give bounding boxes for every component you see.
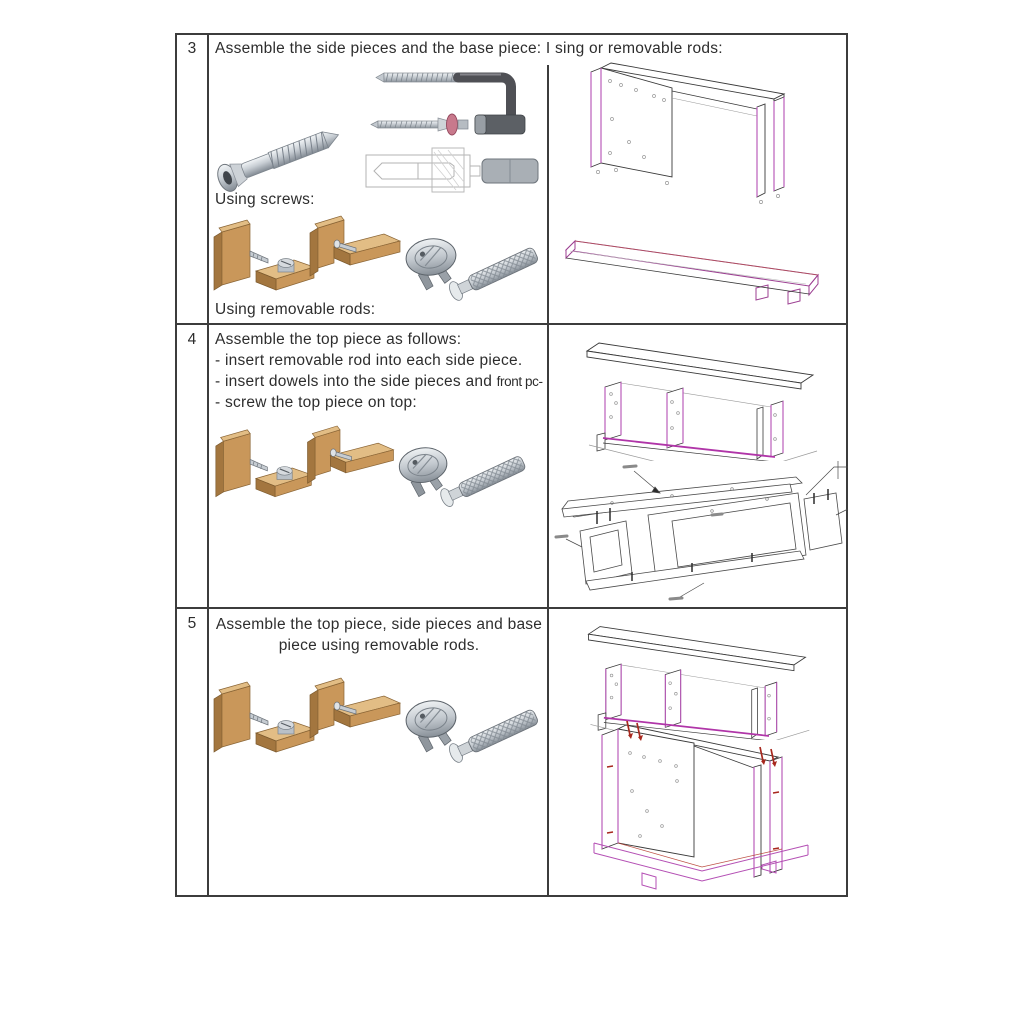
- step-4-line-3: [215, 373, 543, 391]
- frame-with-removable-rods-drawing: [582, 721, 817, 897]
- assembled-shelf-drawing: [575, 331, 825, 461]
- confirmat-screw-image: [207, 97, 357, 202]
- cam-lock-fitting-set-image: [212, 425, 532, 511]
- instruction-table: [175, 33, 848, 897]
- cam-lock-fitting-set-image: [210, 672, 545, 772]
- step-5-line-1: Assemble the top piece, side pieces and base: [215, 616, 543, 633]
- hanger-bolt-allen-key-icon: [376, 73, 511, 117]
- step-4-line-4: - screw the top piece on top:: [215, 394, 417, 411]
- step-3-number: 3: [187, 40, 197, 57]
- dowel-cross-section-icon: [366, 148, 538, 192]
- exploded-assembly-diagram: [552, 451, 850, 607]
- hardware-set-image: [362, 60, 547, 200]
- cam-lock-fitting-set-image: [210, 215, 545, 305]
- side-pieces-frame-drawing: [574, 57, 819, 225]
- row-divider-2: [177, 607, 846, 609]
- bolt-cap-sleeve-icon: [371, 114, 525, 135]
- row-divider-1: [177, 323, 846, 325]
- step-4-line-3-suffix: front pc-: [496, 374, 543, 389]
- step-4-line-2: - insert removable rod into each side piece.: [215, 352, 523, 369]
- step-5-number: 5: [187, 615, 197, 632]
- step-5-line-2: piece using removable rods.: [278, 636, 480, 654]
- step-4-line-3-main: - insert dowels into the side pieces and: [215, 373, 497, 390]
- content-column-divider: [547, 65, 549, 895]
- step-3-title: Assemble the side pieces and the base piece: I sing or removable rods:: [215, 40, 723, 57]
- base-piece-drawing: [560, 218, 828, 310]
- step-3-label-screws: Using screws:: [215, 191, 315, 208]
- step-5-text: [211, 615, 547, 656]
- step-4-line-1: Assemble the top piece as follows:: [215, 331, 462, 348]
- step-3-label-rods: Using removable rods:: [215, 301, 376, 318]
- step-4-number: 4: [187, 331, 197, 348]
